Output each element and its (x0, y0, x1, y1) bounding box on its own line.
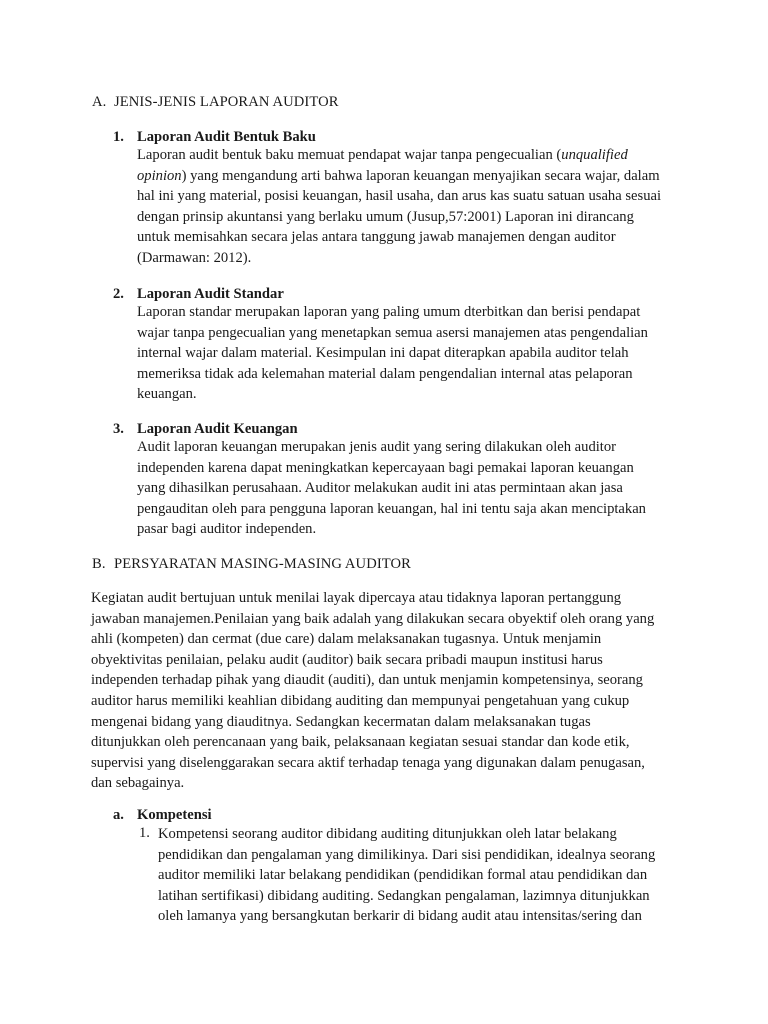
italic-term: unqualified (561, 147, 628, 163)
paragraph-line: Kompetensi seorang auditor dibidang auditing ditunjukkan oleh latar belakang (158, 826, 617, 842)
paragraph-line: Laporan standar merupakan laporan yang paling umum dterbitkan dan berisi pendapat (137, 304, 641, 320)
paragraph-line: dengan prinsip akuntansi yang berlaku umum (Jusup,57:2001) Laporan ini dirancang (137, 208, 634, 225)
paragraph-line: (Darmawan: 2012). (137, 249, 252, 266)
section-b-heading (92, 556, 411, 573)
paragraph-line: auditor memiliki latar belakang pendidikan (pendidikan formal atau pendidikan dan (158, 867, 648, 884)
subsection-item-1-paragraph (158, 824, 676, 927)
subsection-item-1-number: 1. (139, 825, 150, 841)
item-1-title-text: Laporan Audit Bentuk Baku (137, 129, 316, 145)
section-b-letter: B. (92, 556, 106, 572)
paragraph-line: pasar bagi auditor independen. (137, 521, 317, 538)
section-b-intro-paragraph (91, 588, 677, 794)
subsection-a-letter: a. (113, 807, 124, 823)
paragraph-line: internal wajar dalam material. Kesimpulan ini dapat diterapkan apabila auditor telah (137, 345, 629, 362)
paragraph-line: independen karena dapat meningkatkan kepercayaan bagi pemakai laporan keuangan (137, 459, 634, 476)
item-1-title (113, 129, 316, 146)
section-a-heading (92, 94, 339, 111)
paragraph-line: dan sebagainya. (91, 775, 185, 792)
paragraph-line: independen terhadap pihak yang diaudit (auditi), dan untuk menjamin kompetensinya, seorang (91, 672, 643, 689)
paragraph-line: yang dihasilkan perusahaan. Auditor melakukan audit ini atas permintaan akan jasa (137, 480, 623, 497)
item-2-number: 2. (113, 286, 124, 302)
paragraph-line: supervisi yang diselenggarakan secara aktif terhadap tenaga yang digunakan dalam penugasan, (91, 754, 645, 771)
paragraph-line: Audit laporan keuangan merupakan jenis audit yang sering dilakukan oleh auditor (137, 439, 617, 455)
subsection-a-title (113, 807, 212, 824)
paragraph-line: untuk memisahkan secara jelas antara tanggung jawab manajemen dengan auditor (137, 229, 616, 246)
paragraph-line: ahli (kompeten) dan cermat (due care) dalam melaksanakan tugasnya. Untuk menjamin (91, 631, 602, 648)
item-3-number: 3. (113, 421, 124, 437)
item-1-paragraph (137, 145, 677, 269)
paragraph-line: Laporan audit bentuk baku memuat pendapat wajar tanpa pengecualian (unqualified (137, 147, 628, 163)
section-a-letter: A. (92, 94, 107, 110)
subsection-a-title-text: Kompetensi (137, 807, 212, 823)
paragraph-line: ditunjukkan oleh perencanaan yang baik, pelaksanaan kegiatan sesuai standar dan kode etik, (91, 734, 630, 751)
paragraph-line: opinion) yang mengandung arti bahwa laporan keuangan menyajikan secara wajar, dalam (137, 167, 660, 184)
paragraph-line: pendidikan dan pengalaman yang dimilikinya. Dari sisi pendidikan, idealnya seorang (158, 846, 656, 863)
paragraph-line: latihan sertifikasi) dibidang auditing. Sedangkan pengalaman, lazimnya ditunjukkan (158, 887, 650, 904)
section-a-title: JENIS-JENIS LAPORAN AUDITOR (114, 94, 339, 110)
paragraph-line: hal ini yang material, posisi keuangan, hasil usaha, dan arus kas suatu satuan usaha sesuai (137, 188, 662, 205)
item-1-number: 1. (113, 129, 124, 145)
item-2-title (113, 286, 284, 303)
italic-term: opinion (137, 167, 182, 184)
paragraph-line: keuangan. (137, 386, 197, 403)
item-3-paragraph (137, 437, 677, 540)
item-2-title-text: Laporan Audit Standar (137, 286, 284, 302)
paragraph-line: jawaban manajemen.Penilaian yang baik adalah yang dilakukan secara obyektif oleh orang yang (91, 610, 655, 627)
section-b-title: PERSYARATAN MASING-MASING AUDITOR (114, 556, 412, 572)
paragraph-line: mengenai bidang yang diauditnya. Sedangkan kecermatan dalam melaksanakan tugas (91, 713, 591, 730)
item-3-title-text: Laporan Audit Keuangan (137, 421, 298, 437)
paragraph-line: obyektivitas penilaian, pelaku audit (auditor) baik secara pribadi maupun institusi harus (91, 651, 603, 668)
paragraph-line: wajar tanpa pengecualian yang menetapkan semua asersi manajemen atas pengendalian (137, 324, 648, 341)
paragraph-line: memeriksa tidak ada kelemahan material dalam pengendalian internal atas pelaporan (137, 365, 633, 382)
paragraph-line: oleh lamanya yang bersangkutan berkarir di bidang audit atau intensitas/sering dan (158, 908, 642, 925)
item-3-title (113, 421, 298, 438)
paragraph-line: pengauditan oleh para pengguna laporan keuangan, hal ini tentu saja akan menciptakan (137, 500, 646, 517)
paragraph-line: Kegiatan audit bertujuan untuk menilai layak dipercaya atau tidaknya laporan pertanggung (91, 590, 622, 606)
item-2-paragraph (137, 302, 677, 405)
paragraph-line: auditor harus memiliki keahlian dibidang auditing dan mempunyai pengetahuan yang cukup (91, 692, 630, 709)
